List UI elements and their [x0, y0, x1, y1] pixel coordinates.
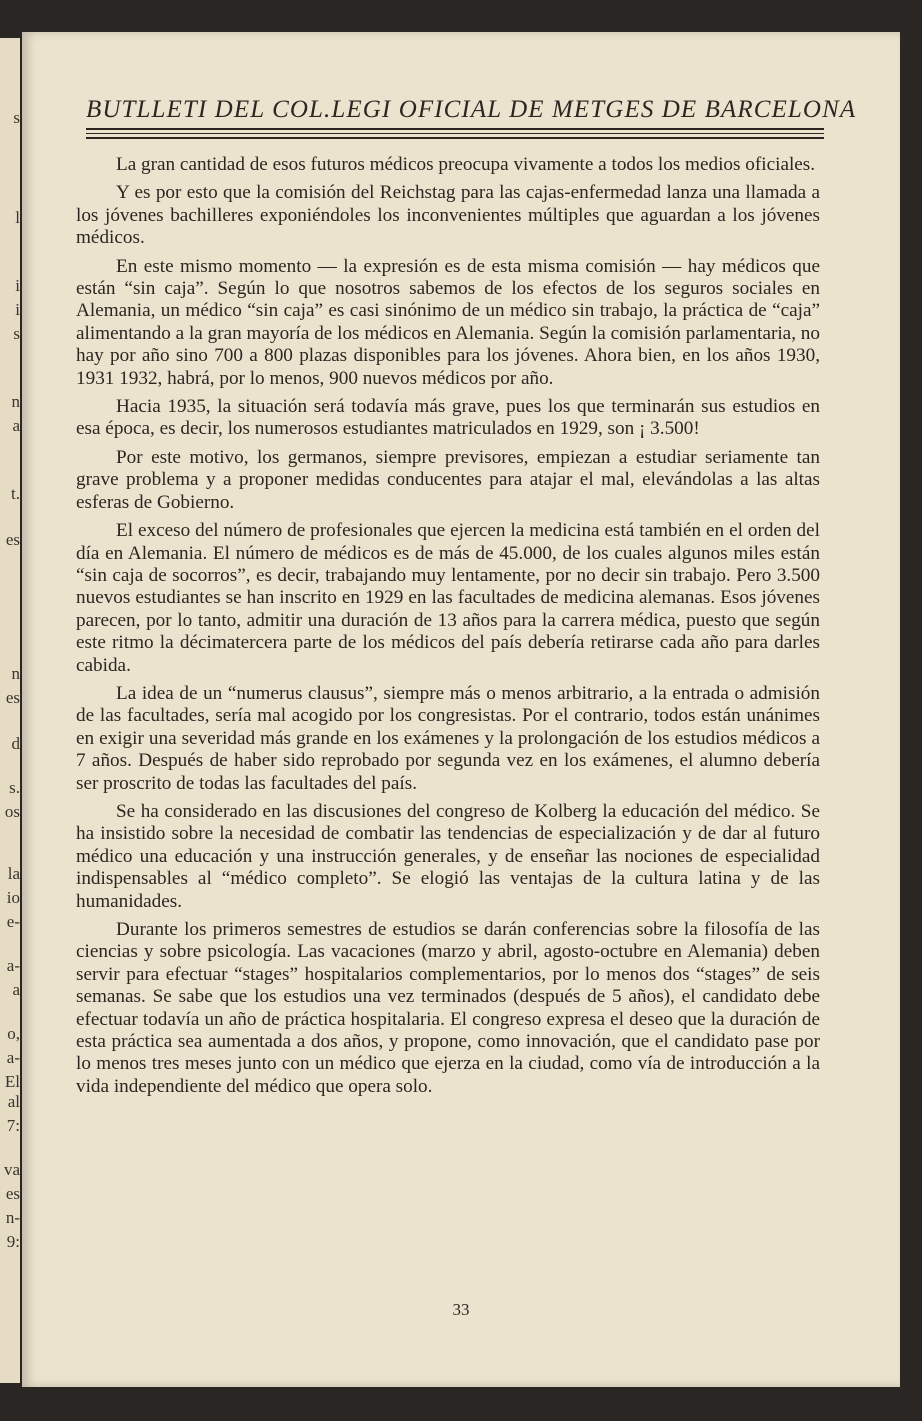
margin-fragment: e-: [6, 912, 20, 931]
margin-fragment: o,: [7, 1024, 20, 1043]
margin-fragment: es: [5, 688, 20, 707]
running-header: BUTLLETI DEL COL.LEGI OFICIAL DE METGES DE BARCELONA: [86, 96, 857, 123]
facing-page-strip: [0, 38, 20, 1383]
margin-fragment: s: [13, 108, 20, 127]
margin-fragment: l: [15, 208, 20, 227]
header-rule: [86, 128, 824, 130]
margin-fragment: i: [15, 276, 20, 295]
margin-fragment: El: [4, 1072, 20, 1091]
page-number: 33: [452, 1300, 470, 1319]
margin-fragment: os: [4, 802, 20, 821]
margin-fragment: t.: [11, 484, 20, 503]
margin-fragment: n-: [5, 1208, 20, 1227]
margin-fragment: a: [12, 416, 20, 435]
paragraph: Por este motivo, los germanos, siempre previsores, empiezan a estudiar seriamente tan grave problema y a proponer medidas conducentes para atajar el mal, elevándolas a las altas esferas de Gobierno.: [76, 446, 820, 513]
margin-fragment: i: [15, 300, 20, 319]
header-rule: [86, 137, 824, 139]
margin-fragment: d: [11, 734, 20, 753]
margin-fragment: es: [5, 1184, 20, 1203]
margin-fragment: a-: [6, 956, 20, 975]
margin-fragment: al: [7, 1092, 20, 1111]
paragraph: El exceso del número de profesionales que ejercen la medicina está también en el orden del día en Alemania. El número de médicos es de más de 45.000, de los cuales algunos miles están “sin caja de socorros”, es decir, trabajando muy lentamente, por no decir sin trabajo. Pero 3.500 nuevos estudiantes se han inscrito en 1929 en las facultades de medicina alemanas. Esos jóvenes parecen, por lo tanto, admitir una duración de 13 años para la carrera médica, puesto que según este ritmo la décimatercera parte de los médicos del país debería retirarse cada año para darles cabida.: [76, 520, 820, 676]
margin-fragment: n: [11, 664, 20, 683]
paragraph: Durante los primeros semestres de estudios se darán conferencias sobre la filosofía de las ciencias y sobre psicología. Las vacaciones (marzo y abril, agosto-octubre en Alemania) deben servir para efectuar “stages” hospitalarios complementarios, por lo menos dos “stages” de seis semanas. Se sabe que los estudios una vez terminados (después de 5 años), el candidato debe efectuar todavía un año de práctica hospitalaria. El congreso expresa el deseo que la duración de esta práctica sea aumentada a dos años, y propone, como innovación, que el candidato pase por lo menos tres meses junto con un médico que ejerza en la ciudad, como vía de introducción a la vida independiente del médico que opera solo.: [76, 919, 820, 1097]
paragraph: En este mismo momento — la expresión es de esta misma comisión — hay médicos que están “sin caja”. Según lo que nosotros sabemos de los efectos de los seguros sociales en Alemania, un médico “sin caja” es casi sinónimo de un médico sin trabajo, la práctica de “caja” alimentando a la gran mayoría de los médicos en Alemania. Según la comisión parlamentaria, no hay por año sino 700 a 800 plazas disponibles para los jóvenes. Ahora bien, en los años 1930, 1931 1932, habrá, por lo menos, 900 nuevos médicos por año.: [76, 255, 820, 389]
paragraph: Y es por esto que la comisión del Reichstag para las cajas-enfermedad lanza una llamada a los jóvenes bachilleres exponiéndoles los inconvenientes múltiples que aguardan a los jóvenes médicos.: [76, 182, 820, 249]
margin-fragment: a-: [6, 1048, 20, 1067]
header-rule: [86, 133, 824, 134]
margin-fragment: es: [5, 530, 20, 549]
paragraph: La idea de un “numerus clausus”, siempre más o menos arbitrario, a la entrada o admisión de las facultades, sería mal acogido por los congresistas. Por el contrario, todos están unánimes en exigir una severidad más grande en los exámenes y la prolongación de los estudios médicos a 7 años. Después de haber sido reprobado por segunda vez en los exámenes, el alumno debería ser proscrito de todas las facultades del país.: [76, 682, 820, 794]
document-page: [22, 32, 900, 1387]
margin-fragment: s.: [9, 778, 20, 797]
margin-fragment: s: [13, 324, 20, 343]
paragraph: La gran cantidad de esos futuros médicos preocupa vivamente a todos los medios oficiales.: [116, 154, 816, 175]
margin-fragment: io: [6, 888, 20, 907]
margin-fragment: 7:: [6, 1116, 20, 1135]
margin-fragment: la: [7, 864, 20, 883]
article-body: [76, 154, 820, 1104]
paragraph: Hacia 1935, la situación será todavía más grave, pues los que terminarán sus estudios en esa época, es decir, los numerosos estudiantes matriculados en 1929, son ¡ 3.500!: [76, 396, 820, 440]
margin-fragment: a: [12, 980, 20, 999]
margin-fragment: va: [3, 1160, 20, 1179]
margin-fragment: 9:: [6, 1232, 20, 1251]
paragraph: Se ha considerado en las discusiones del congreso de Kolberg la educación del médico. Se ha insistido sobre la necesidad de combatir las tendencias de especialización y de dar al futuro médico una educación y una instrucción generales, y de enseñar las nociones de especialidad indispensables al “médico completo”. Se elogió las ventajas de la cultura latina y de las humanidades.: [76, 800, 820, 912]
margin-fragment: n: [11, 392, 20, 411]
